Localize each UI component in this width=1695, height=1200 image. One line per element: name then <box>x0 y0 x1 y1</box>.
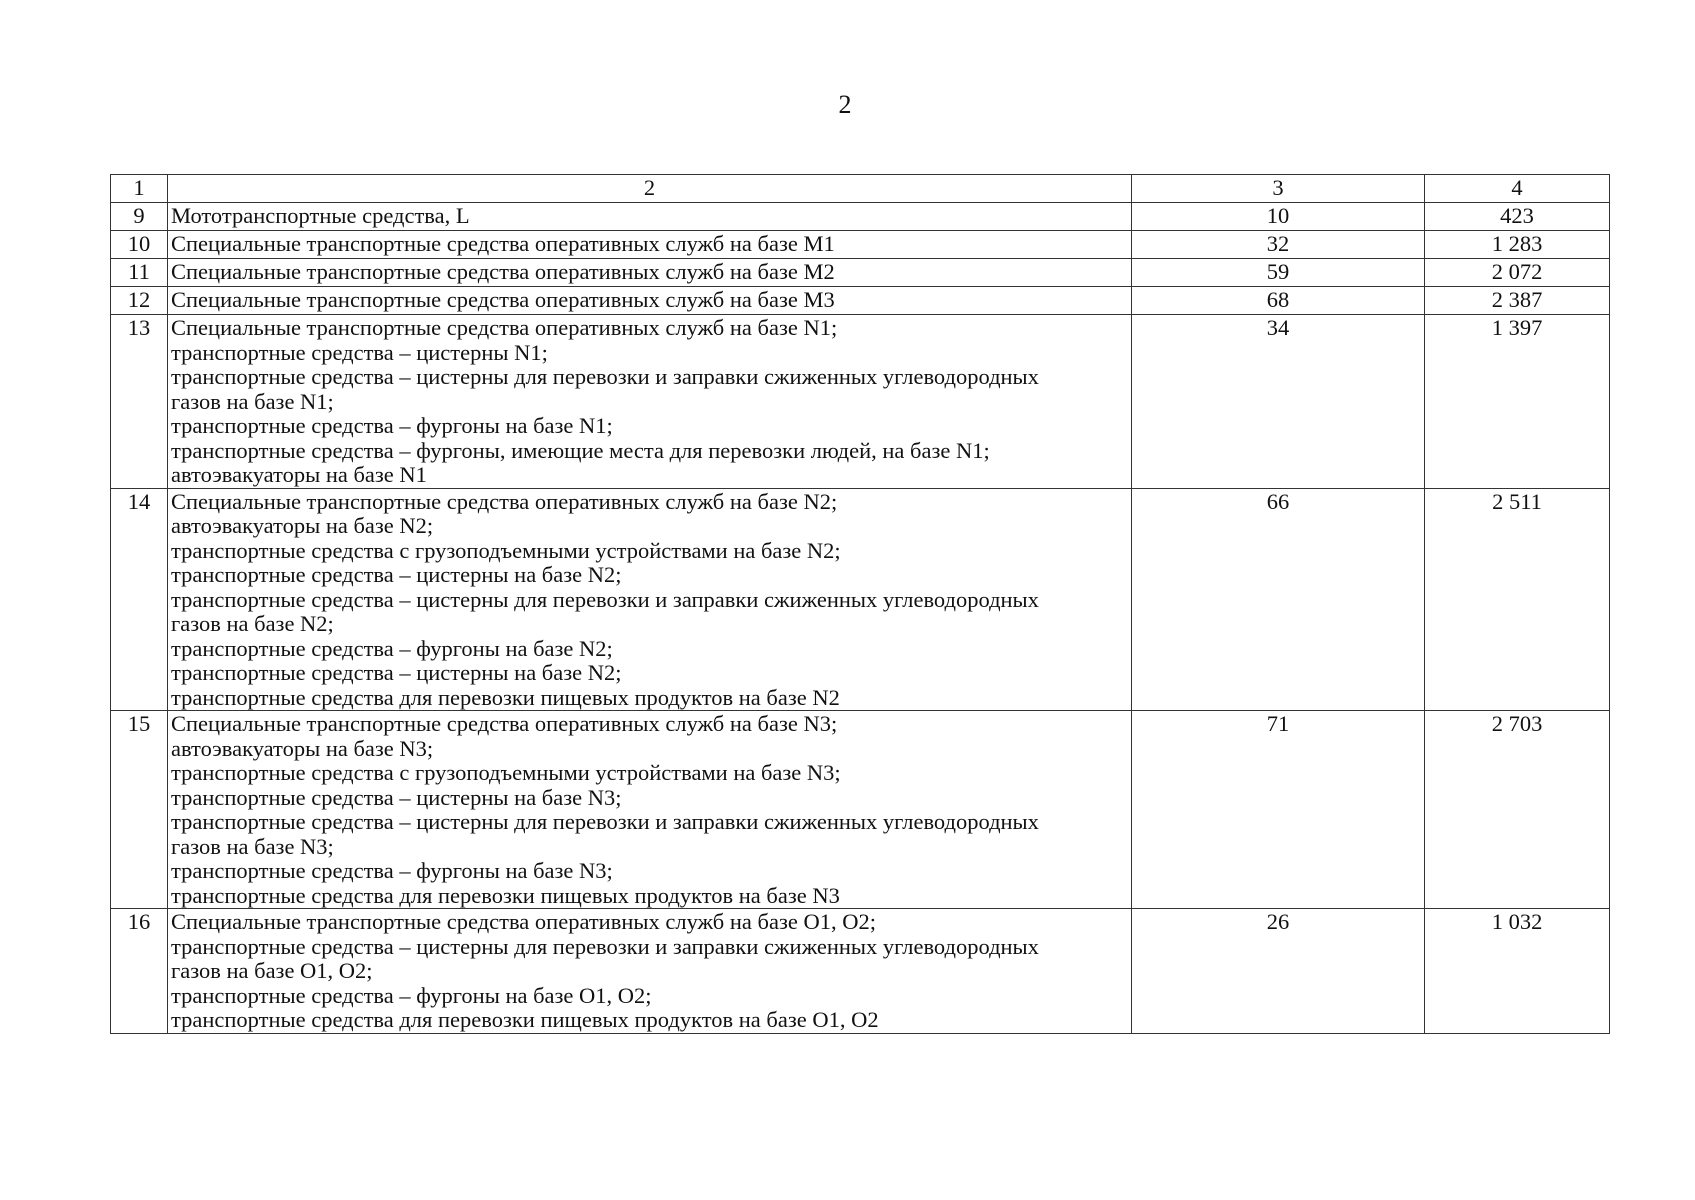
row-description-cell <box>168 287 1132 315</box>
row-column-4-cell: 1 032 <box>1425 909 1610 1034</box>
description-line: транспортные средства с грузоподъемными устройствами на базе N3; <box>171 760 841 785</box>
row-column-3-cell: 66 <box>1132 488 1425 711</box>
description-line: транспортные средства – цистерны для перевозки и заправки сжиженных углеводородных <box>171 364 1039 389</box>
row-number-cell: 9 <box>111 203 168 231</box>
description-line: Специальные транспортные средства оперативных служб на базе O1, O2; <box>171 909 876 934</box>
description-line: газов на базе N2; <box>171 611 334 636</box>
row-column-4-cell: 1 283 <box>1425 231 1610 259</box>
data-table <box>110 174 1610 1034</box>
row-column-4-cell: 2 511 <box>1425 488 1610 711</box>
description-line: транспортные средства – цистерны на базе N2; <box>171 660 622 685</box>
row-description-cell <box>168 909 1132 1034</box>
description-line: транспортные средства – цистерны для перевозки и заправки сжиженных углеводородных <box>171 933 1039 959</box>
table-row <box>111 259 1610 287</box>
description-line: автоэвакуаторы на базе N3; <box>171 735 434 761</box>
description-line: транспортные средства – цистерны для перевозки и заправки сжиженных углеводородных <box>171 809 1039 834</box>
description-line: транспортные средства – фургоны на базе N2; <box>171 635 613 661</box>
row-column-3-cell: 59 <box>1132 259 1425 287</box>
description-line: транспортные средства для перевозки пищевых продуктов на базе O1, O2 <box>171 1007 879 1032</box>
row-number-cell: 10 <box>111 231 168 259</box>
table-body <box>111 175 1610 1034</box>
description-line: транспортные средства – цистерны на базе N2; <box>171 562 622 587</box>
description-line: Специальные транспортные средства оперативных служб на базе N1; <box>171 315 838 340</box>
description-line: транспортные средства для перевозки пищевых продуктов на базе N3 <box>171 882 840 908</box>
header-cell-3: 3 <box>1132 175 1425 203</box>
row-column-4-cell: 1 397 <box>1425 315 1610 489</box>
description-line: Специальные транспортные средства оперативных служб на базе M2 <box>171 259 835 284</box>
table-row <box>111 488 1610 711</box>
row-description-cell <box>168 711 1132 909</box>
table-row <box>111 287 1610 315</box>
row-column-3-cell: 71 <box>1132 711 1425 909</box>
row-description-cell <box>168 231 1132 259</box>
description-line: транспортные средства – фургоны на базе O1, O2; <box>171 982 652 1008</box>
row-column-4-cell: 2 387 <box>1425 287 1610 315</box>
header-cell-2: 2 <box>168 175 1132 203</box>
page-number: 2 <box>838 90 852 119</box>
row-column-4-cell: 2 072 <box>1425 259 1610 287</box>
table-row <box>111 315 1610 489</box>
description-line: транспортные средства – цистерны для перевозки и заправки сжиженных углеводородных <box>171 586 1039 612</box>
description-line: транспортные средства с грузоподъемными устройствами на базе N2; <box>171 537 841 563</box>
row-column-4-cell: 2 703 <box>1425 711 1610 909</box>
description-line: газов на базе N3; <box>171 833 334 859</box>
row-description-cell <box>168 488 1132 711</box>
description-line: транспортные средства – фургоны, имеющие места для перевозки людей, на базе N1; <box>171 437 990 463</box>
row-column-3-cell: 10 <box>1132 203 1425 231</box>
description-line: газов на базе O1, O2; <box>171 958 373 983</box>
description-line: транспортные средства – цистерны на базе N3; <box>171 784 622 810</box>
table-row <box>111 909 1610 1034</box>
row-number-cell: 13 <box>111 315 168 489</box>
row-description-cell <box>168 259 1132 287</box>
description-line: Специальные транспортные средства оперативных служб на базе M1 <box>171 231 835 256</box>
table-header-row <box>111 175 1610 203</box>
row-column-3-cell: 32 <box>1132 231 1425 259</box>
description-line: транспортные средства для перевозки пищевых продуктов на базе N2 <box>171 684 840 710</box>
table-row <box>111 203 1610 231</box>
description-line: Специальные транспортные средства оперативных служб на базе N2; <box>171 488 838 514</box>
header-cell-4: 4 <box>1425 175 1610 203</box>
description-line: транспортные средства – фургоны на базе N1; <box>171 413 613 438</box>
description-line: транспортные средства – цистерны N1; <box>171 339 548 365</box>
row-number-cell: 14 <box>111 488 168 711</box>
row-description-cell <box>168 203 1132 231</box>
description-line: Мототранспортные средства, L <box>171 203 470 228</box>
table-row <box>111 231 1610 259</box>
row-number-cell: 16 <box>111 909 168 1034</box>
row-column-4-cell: 423 <box>1425 203 1610 231</box>
row-number-cell: 11 <box>111 259 168 287</box>
description-line: Специальные транспортные средства оперативных служб на базе N3; <box>171 711 838 736</box>
description-line: газов на базе N1; <box>171 388 334 414</box>
row-number-cell: 15 <box>111 711 168 909</box>
header-cell-1: 1 <box>111 175 168 203</box>
description-line: транспортные средства – фургоны на базе N3; <box>171 858 613 883</box>
description-line: Специальные транспортные средства оперативных служб на базе M3 <box>171 287 835 312</box>
row-column-3-cell: 34 <box>1132 315 1425 489</box>
row-description-cell <box>168 315 1132 489</box>
description-line: автоэвакуаторы на базе N1 <box>171 462 427 487</box>
row-number-cell: 12 <box>111 287 168 315</box>
description-line: автоэвакуаторы на базе N2; <box>171 513 434 538</box>
table-row <box>111 711 1610 909</box>
row-column-3-cell: 68 <box>1132 287 1425 315</box>
row-column-3-cell: 26 <box>1132 909 1425 1034</box>
